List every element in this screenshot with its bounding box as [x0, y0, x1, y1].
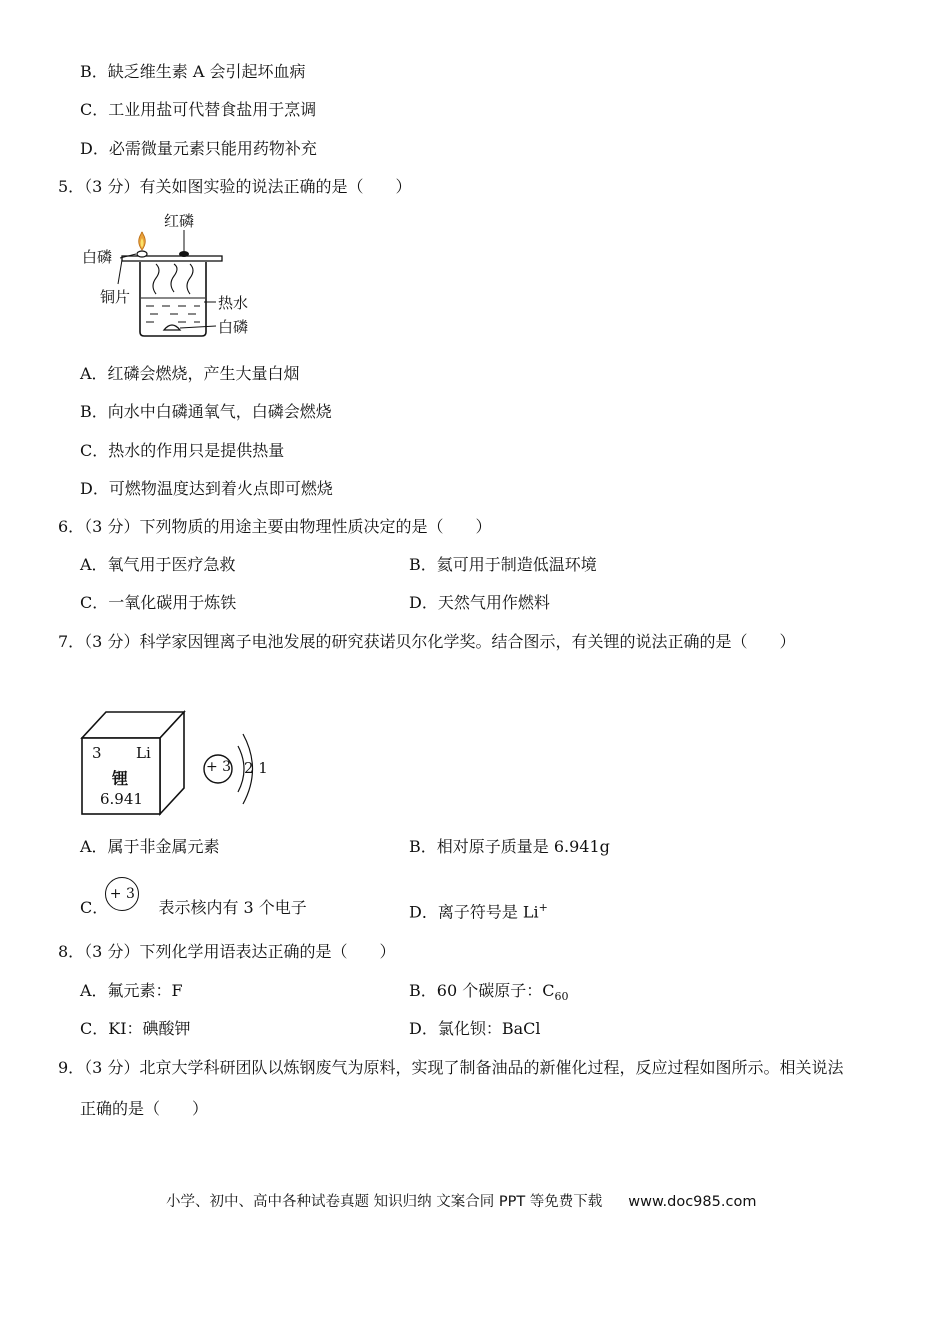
q7-option-c-text: 表示核内有 3 个电子	[158, 898, 307, 917]
q8-option-c: C．KI：碘酸钾	[80, 1019, 191, 1038]
q8-option-d: D．氯化钡：BaCl	[409, 1019, 541, 1038]
q7-stem: 7．（3 分）科学家因锂离子电池发展的研究获诺贝尔化学奖。结合图示，有关锂的说法正确的是（ ）	[58, 632, 796, 651]
footer-url[interactable]: www.doc985.com	[628, 1194, 757, 1210]
footer-text: 小学、初中、高中各种试卷真题 知识归纳 文案合同 PPT 等免费下载	[166, 1194, 603, 1210]
q4-option-c: C．工业用盐可代替食盐用于烹调	[80, 100, 317, 119]
q6-option-d: D．天然气用作燃料	[409, 593, 550, 612]
q5-option-d: D．可燃物温度达到着火点即可燃烧	[80, 479, 333, 498]
q5-option-b: B．向水中白磷通氧气，白磷会燃烧	[80, 402, 332, 421]
ion-charge: +	[538, 901, 548, 914]
q9-stem-continued: 正确的是（ ）	[80, 1099, 209, 1118]
q7-option-a: A．属于非金属元素	[80, 837, 220, 856]
element-symbol: Li	[136, 744, 151, 762]
q8-stem: 8．（3 分）下列化学用语表达正确的是（ ）	[58, 942, 396, 961]
q8-option-b-text: B．60 个碳原子：C	[409, 981, 555, 1000]
q8-option-a: A．氟元素：F	[80, 981, 183, 1000]
q5-option-a: A．红磷会燃烧，产生大量白烟	[80, 364, 300, 383]
q7-option-b: B．相对原子质量是 6.941g	[409, 837, 610, 856]
nucleus-circle: + 3	[105, 877, 139, 911]
q6-stem: 6．（3 分）下列物质的用途主要由物理性质决定的是（ ）	[58, 517, 492, 536]
label-copper-plate: 铜片	[100, 288, 131, 306]
q7-option-c	[80, 886, 307, 919]
q4-option-d: D．必需微量元素只能用药物补充	[80, 139, 317, 158]
label-white-phosphorus-top: 白磷	[82, 248, 113, 266]
page-footer	[166, 1190, 756, 1211]
q6-option-b: B．氦可用于制造低温环境	[409, 555, 597, 574]
element-name: 锂	[112, 769, 129, 788]
label-white-phosphorus-bottom: 白磷	[218, 318, 249, 336]
q7-option-c-prefix: C．	[80, 898, 109, 917]
q4-option-b: B．缺乏维生素 A 会引起坏血病	[80, 62, 306, 81]
q7-option-d	[409, 897, 548, 923]
q5-option-c: C．热水的作用只是提供热量	[80, 441, 285, 460]
nucleus-charge: + 3	[206, 759, 232, 775]
q9-stem: 9．（3 分）北京大学科研团队以炼钢废气为原料，实现了制备油品的新催化过程，反应过程如图所示。相关说法	[58, 1058, 844, 1077]
label-red-phosphorus: 红磷	[164, 212, 195, 230]
q6-option-a: A．氧气用于医疗急救	[80, 555, 236, 574]
atomic-mass: 6.941	[100, 790, 143, 808]
q6-option-c: C．一氧化碳用于炼铁	[80, 593, 237, 612]
electron-shells: 2 1	[244, 759, 268, 777]
q8-option-b	[409, 980, 568, 1008]
label-hot-water: 热水	[218, 294, 249, 312]
q7-figure	[80, 708, 280, 818]
atomic-number: 3	[92, 744, 102, 762]
q5-stem: 5．（3 分）有关如图实验的说法正确的是（ ）	[58, 177, 412, 196]
q7-option-d-text: D．离子符号是 Li	[409, 902, 539, 922]
q5-figure	[78, 210, 298, 340]
subscript-60: 60	[554, 990, 569, 1004]
